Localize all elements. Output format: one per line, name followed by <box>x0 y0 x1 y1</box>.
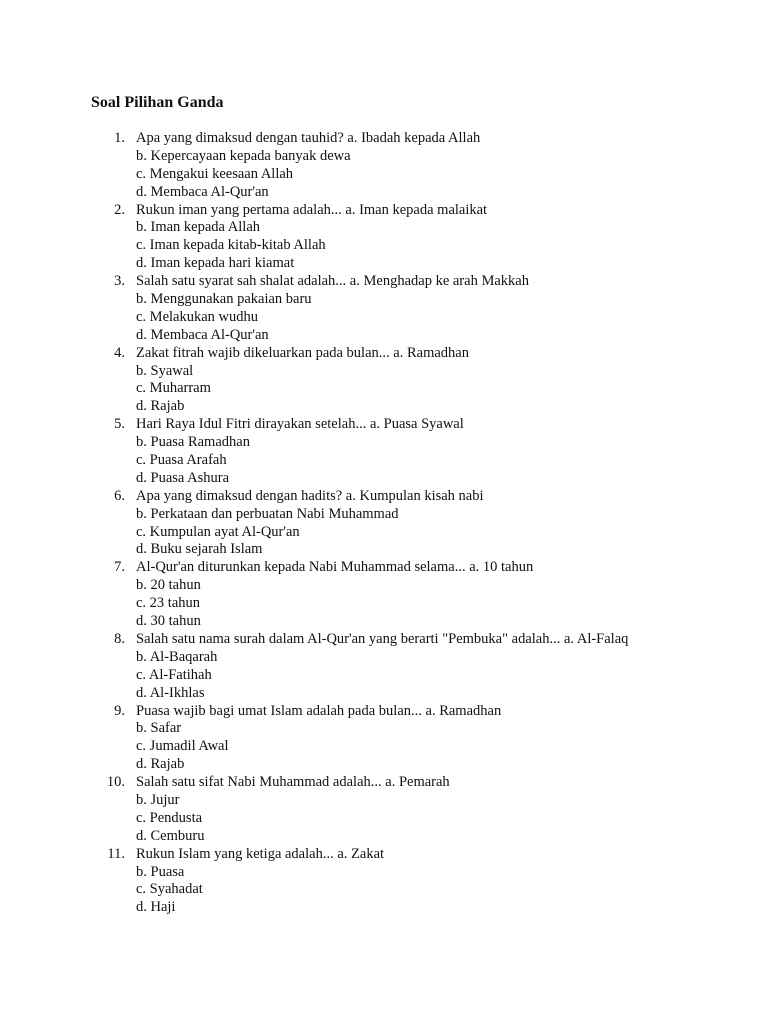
question-item <box>0 130 768 202</box>
question-number: 5. <box>114 416 125 433</box>
question-body <box>136 273 768 345</box>
question-item <box>0 488 768 560</box>
question-body <box>136 202 768 274</box>
answer-option: b. Syawal <box>136 362 194 379</box>
question-stem: Salah satu sifat Nabi Muhammad adalah... a. Pemarah <box>136 774 450 791</box>
question-stem: Rukun Islam yang ketiga adalah... a. Zakat <box>136 845 385 862</box>
question-number: 4. <box>114 344 125 361</box>
question-stem: Zakat fitrah wajib dikeluarkan pada bulan... a. Ramadhan <box>136 344 469 361</box>
question-stem: Hari Raya Idul Fitri dirayakan setelah... a. Puasa Syawal <box>136 416 464 433</box>
question-stem: Salah satu syarat sah shalat adalah... a. Menghadap ke arah Makkah <box>136 273 529 290</box>
document-title: Soal Pilihan Ganda <box>91 94 224 111</box>
answer-option: d. Al-Ikhlas <box>136 684 205 701</box>
answer-option: c. Mengakui keesaan Allah <box>136 165 294 182</box>
answer-option: c. Puasa Arafah <box>136 452 227 469</box>
question-stem: Rukun iman yang pertama adalah... a. Iman kepada malaikat <box>136 201 488 218</box>
question-number: 3. <box>114 273 125 290</box>
question-stem: Al-Qur'an diturunkan kepada Nabi Muhammad selama... a. 10 tahun <box>136 559 534 576</box>
question-stem: Apa yang dimaksud dengan hadits? a. Kumpulan kisah nabi <box>136 487 484 504</box>
question-stem: Salah satu nama surah dalam Al-Qur'an yang berarti "Pembuka" adalah... a. Al-Falaq <box>136 630 629 647</box>
question-number: 6. <box>114 487 125 504</box>
answer-option: c. Jumadil Awal <box>136 738 229 755</box>
question-item <box>0 202 768 274</box>
answer-option: b. Jujur <box>136 791 180 808</box>
answer-option: c. Muharram <box>136 380 211 397</box>
question-stem: Puasa wajib bagi umat Islam adalah pada bulan... a. Ramadhan <box>136 702 502 719</box>
question-list <box>0 130 768 917</box>
question-item <box>0 559 768 631</box>
answer-option: c. Melakukan wudhu <box>136 308 259 325</box>
question-body <box>136 631 768 703</box>
question-body <box>136 345 768 417</box>
question-item <box>0 273 768 345</box>
question-body <box>136 130 768 202</box>
answer-option: c. Syahadat <box>136 881 203 898</box>
answer-option: c. Al-Fatihah <box>136 666 212 683</box>
question-body <box>136 416 768 488</box>
answer-option: b. Menggunakan pakaian baru <box>136 291 312 308</box>
question-number: 7. <box>114 559 125 576</box>
question-number: 8. <box>114 630 125 647</box>
answer-option: d. Membaca Al-Qur'an <box>136 326 269 343</box>
answer-option: b. Perkataan dan perbuatan Nabi Muhammad <box>136 505 399 522</box>
question-body <box>136 846 768 918</box>
question-item <box>0 774 768 846</box>
question-body <box>136 559 768 631</box>
answer-option: d. Membaca Al-Qur'an <box>136 183 269 200</box>
answer-option: b. Kepercayaan kepada banyak dewa <box>136 147 351 164</box>
answer-option: d. Rajab <box>136 398 185 415</box>
answer-option: d. Iman kepada hari kiamat <box>136 255 295 272</box>
question-body <box>136 488 768 560</box>
question-item <box>0 416 768 488</box>
answer-option: b. Safar <box>136 720 182 737</box>
answer-option: b. Iman kepada Allah <box>136 219 261 236</box>
answer-option: d. 30 tahun <box>136 613 201 630</box>
answer-option: c. Kumpulan ayat Al-Qur'an <box>136 523 300 540</box>
answer-option: c. Pendusta <box>136 809 203 826</box>
question-item <box>0 703 768 775</box>
question-body <box>136 774 768 846</box>
answer-option: b. Puasa <box>136 863 185 880</box>
answer-option: c. Iman kepada kitab-kitab Allah <box>136 237 326 254</box>
answer-option: d. Puasa Ashura <box>136 469 230 486</box>
answer-option: b. Al-Baqarah <box>136 648 218 665</box>
question-number: 9. <box>114 702 125 719</box>
answer-option: d. Rajab <box>136 756 185 773</box>
question-item <box>0 345 768 417</box>
answer-option: b. 20 tahun <box>136 577 201 594</box>
question-number: 10. <box>106 774 125 791</box>
answer-option: d. Haji <box>136 899 176 916</box>
question-number: 2. <box>114 201 125 218</box>
question-number: 1. <box>114 130 125 146</box>
question-item <box>0 631 768 703</box>
question-body <box>136 703 768 775</box>
answer-option: d. Cemburu <box>136 827 205 844</box>
question-stem: Apa yang dimaksud dengan tauhid? a. Ibadah kepada Allah <box>136 130 481 146</box>
answer-option: d. Buku sejarah Islam <box>136 541 263 558</box>
answer-option: c. 23 tahun <box>136 595 201 612</box>
question-number: 11. <box>107 845 125 862</box>
answer-option: b. Puasa Ramadhan <box>136 434 250 451</box>
question-item <box>0 846 768 918</box>
